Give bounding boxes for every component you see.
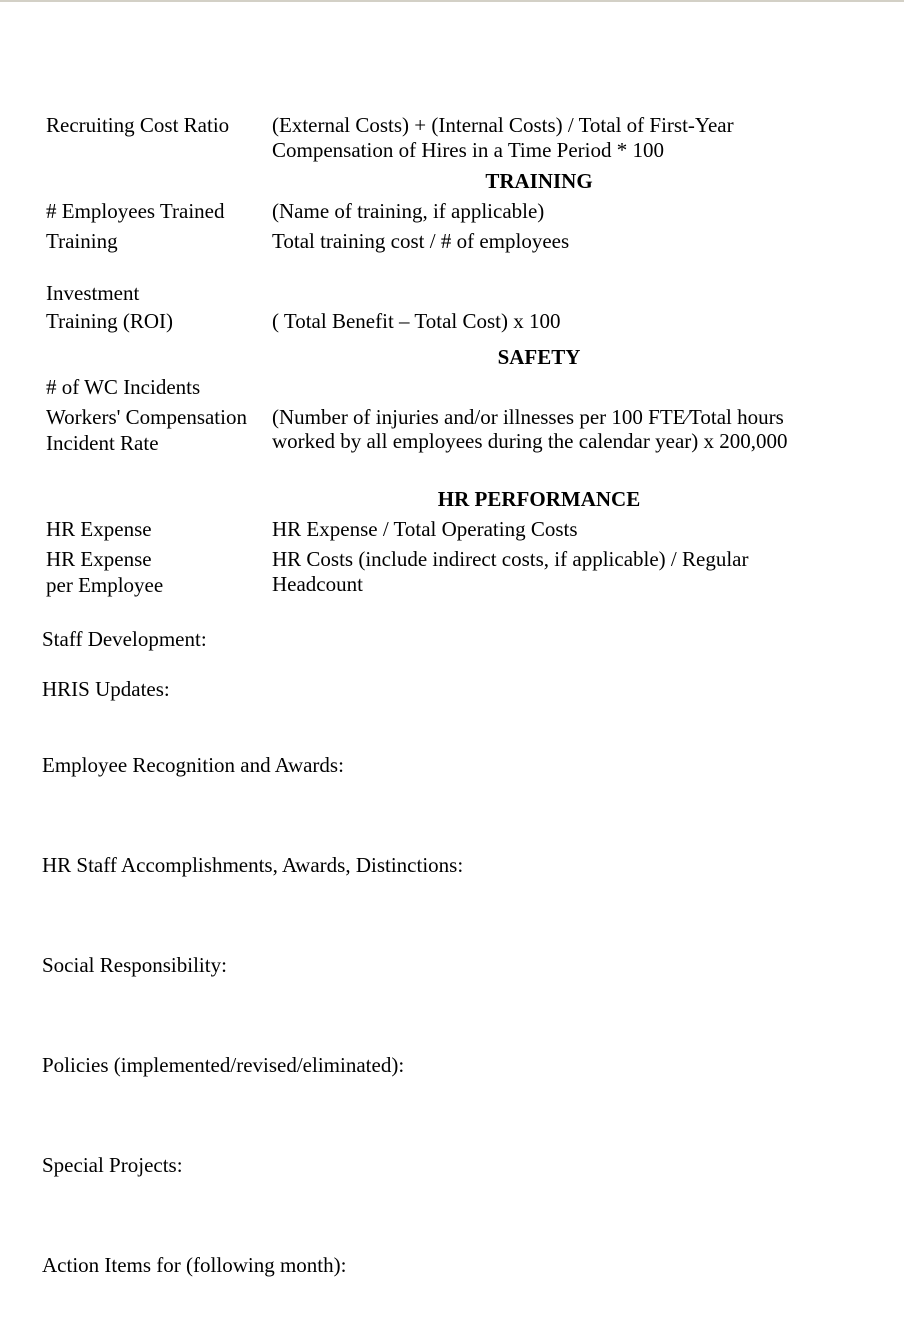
social-responsibility-heading: Social Responsibility:: [42, 953, 227, 977]
training-cost-value: Total training cost / # of employees: [272, 229, 570, 253]
training-roi-value: ( Total Benefit – Total Cost) x 100: [272, 309, 561, 333]
hr-performance-heading: HR PERFORMANCE: [437, 487, 641, 511]
special-projects-heading: Special Projects:: [42, 1153, 183, 1177]
employees-trained-label: # Employees Trained: [46, 199, 225, 223]
staff-development-heading: Staff Development:: [42, 627, 207, 651]
hr-expense-value: HR Expense / Total Operating Costs: [272, 517, 578, 541]
wc-incidents-label: # of WC Incidents: [46, 375, 201, 399]
employee-recognition-heading: Employee Recognition and Awards:: [42, 753, 344, 777]
hris-updates-heading: HRIS Updates:: [42, 677, 170, 701]
hr-expense-per-employee-formula: HR Costs (include indirect costs, if applicable) / Regular Headcount: [272, 547, 749, 596]
recruiting-cost-ratio-label: Recruiting Cost Ratio: [46, 113, 230, 137]
recruiting-cost-ratio-formula: (External Costs) + (Internal Costs) / Total of First-Year Compensation of Hires in a Time Period * 100: [272, 113, 734, 162]
hr-staff-accomplishments-heading: HR Staff Accomplishments, Awards, Distinctions:: [42, 853, 464, 877]
wc-rate-label-line2: Incident Rate: [46, 431, 159, 455]
wc-rate-formula: (Number of injuries and/or illnesses per 100 FTE∕Total hours worked by all employees during the calendar year) x 200,000: [272, 405, 788, 453]
policies-heading: Policies (implemented/revised/eliminated):: [42, 1053, 405, 1077]
training-heading: TRAINING: [485, 169, 593, 193]
top-border: [0, 0, 904, 2]
hr-expense-per-employee-label-line1: HR Expense: [46, 547, 152, 571]
hr-expense-per-employee-label-line2: per Employee: [46, 573, 164, 597]
training-roi-label: Training (ROI): [46, 309, 173, 333]
wc-rate-label-line1: Workers' Compensation: [46, 405, 247, 429]
action-items-heading: Action Items for (following month):: [42, 1253, 347, 1277]
safety-heading: SAFETY: [497, 345, 581, 369]
hr-expense-label: HR Expense: [46, 517, 152, 541]
employees-trained-value: (Name of training, if applicable): [272, 199, 545, 223]
investment-label: Investment: [46, 281, 140, 305]
training-cost-label: Training: [46, 229, 118, 253]
